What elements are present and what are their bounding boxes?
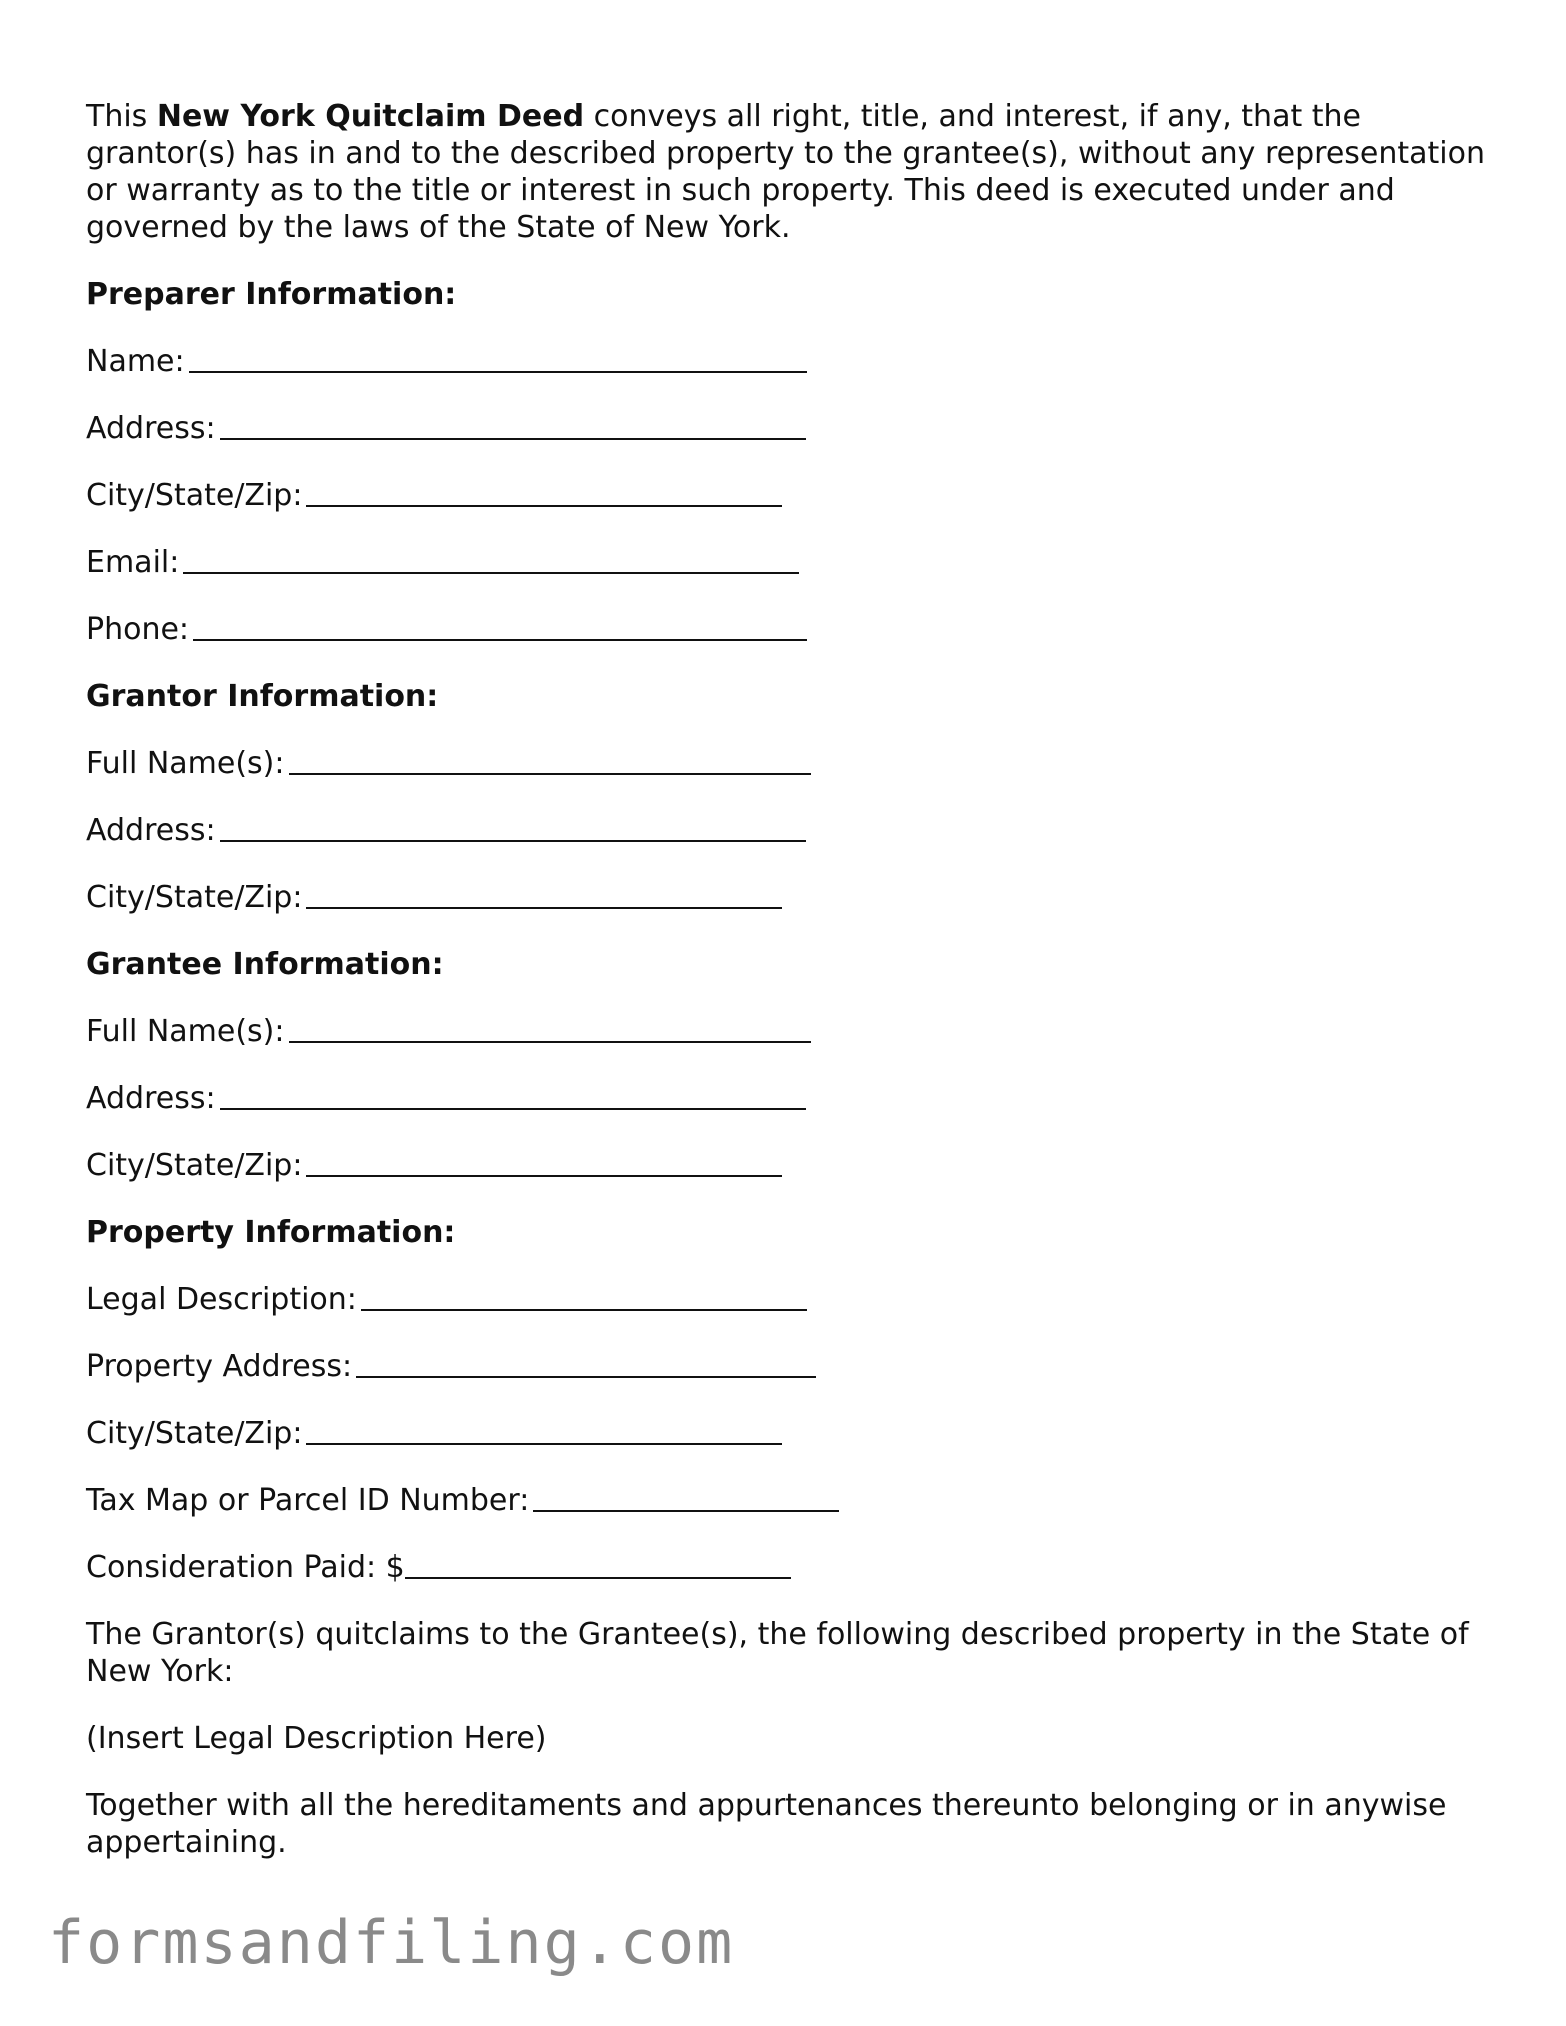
- preparer-name-label: Name:: [86, 344, 185, 379]
- grantor-address-label: Address:: [86, 813, 216, 848]
- preparer-email-label: Email:: [86, 545, 180, 580]
- watermark-text: formsandfiling.com: [48, 1908, 735, 1978]
- intro-paragraph: [86, 98, 1486, 246]
- property-city-field: [86, 1415, 1486, 1452]
- grantee-city-label: City/State/Zip:: [86, 1148, 303, 1183]
- document-page: [86, 98, 1486, 1891]
- grantee-address-label: Address:: [86, 1081, 216, 1116]
- together-paragraph: Together with all the hereditaments and appurtenances thereunto belonging or in anywise appertaining.: [86, 1788, 1447, 1860]
- grantee-address-blank[interactable]: [220, 1080, 806, 1110]
- intro-lead: This: [86, 99, 157, 134]
- preparer-address-blank[interactable]: [220, 410, 806, 440]
- parcel-id-blank[interactable]: [533, 1482, 839, 1512]
- insert-legal-description: (Insert Legal Description Here): [86, 1721, 547, 1756]
- preparer-phone-label: Phone:: [86, 612, 190, 647]
- consideration-label: Consideration Paid: $: [86, 1550, 405, 1585]
- deed-title: New York Quitclaim Deed: [156, 99, 585, 134]
- quitclaim-paragraph: The Grantor(s) quitclaims to the Grantee(s), the following described property in the State of New York:: [86, 1617, 1469, 1689]
- preparer-address-field: [86, 410, 1486, 447]
- grantee-city-blank[interactable]: [306, 1147, 782, 1177]
- property-city-blank[interactable]: [306, 1415, 782, 1445]
- preparer-email-field: [86, 544, 1486, 581]
- legal-description-blank[interactable]: [361, 1281, 807, 1311]
- preparer-email-blank[interactable]: [183, 544, 799, 574]
- property-city-label: City/State/Zip:: [86, 1416, 303, 1451]
- preparer-city-blank[interactable]: [306, 477, 782, 507]
- legal-description-field: [86, 1281, 1486, 1318]
- consideration-blank[interactable]: [405, 1549, 791, 1579]
- grantee-name-field: [86, 1013, 1486, 1050]
- grantor-address-field: [86, 812, 1486, 849]
- preparer-phone-blank[interactable]: [193, 611, 807, 641]
- grantor-heading: Grantor Information:: [86, 679, 439, 714]
- grantee-name-label: Full Name(s):: [86, 1014, 285, 1049]
- grantor-address-blank[interactable]: [220, 812, 806, 842]
- preparer-phone-field: [86, 611, 1486, 648]
- grantor-name-field: [86, 745, 1486, 782]
- grantor-name-blank[interactable]: [289, 745, 811, 775]
- parcel-id-field: [86, 1482, 1486, 1519]
- grantee-heading: Grantee Information:: [86, 947, 444, 982]
- property-address-blank[interactable]: [356, 1348, 816, 1378]
- preparer-name-field: [86, 343, 1486, 380]
- grantee-address-field: [86, 1080, 1486, 1117]
- preparer-city-label: City/State/Zip:: [86, 478, 303, 513]
- parcel-id-label: Tax Map or Parcel ID Number:: [86, 1483, 530, 1518]
- preparer-city-field: [86, 477, 1486, 514]
- grantor-city-blank[interactable]: [306, 879, 782, 909]
- grantor-city-field: [86, 879, 1486, 916]
- grantee-city-field: [86, 1147, 1486, 1184]
- preparer-address-label: Address:: [86, 411, 216, 446]
- property-address-field: [86, 1348, 1486, 1385]
- grantor-city-label: City/State/Zip:: [86, 880, 303, 915]
- consideration-field: [86, 1549, 1486, 1586]
- preparer-name-blank[interactable]: [189, 343, 807, 373]
- legal-description-label: Legal Description:: [86, 1282, 357, 1317]
- grantor-name-label: Full Name(s):: [86, 746, 285, 781]
- preparer-heading: Preparer Information:: [86, 277, 457, 312]
- grantee-name-blank[interactable]: [289, 1013, 811, 1043]
- property-heading: Property Information:: [86, 1215, 456, 1250]
- intro-rest: conveys all right, title, and interest, if any, that the grantor(s) has in and to the described property to the grantee(s), without any representation or warranty as to the title or interest in such property. This deed is executed under and governed by the laws of the State of New York.: [86, 99, 1485, 245]
- property-address-label: Property Address:: [86, 1349, 353, 1384]
